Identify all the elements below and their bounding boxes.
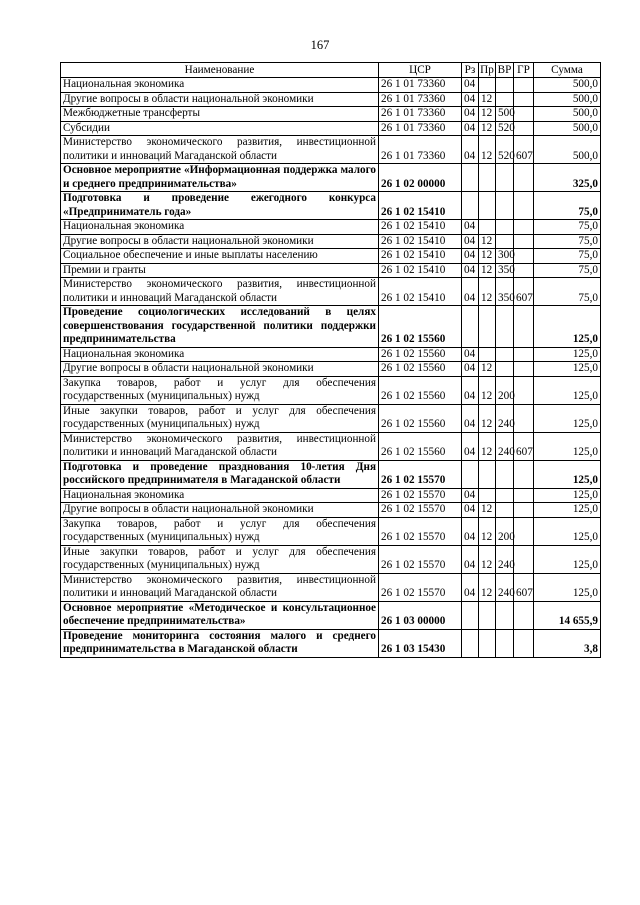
cell-sum: 75,0: [534, 263, 601, 278]
cell-csr: 26 1 02 15560: [379, 306, 462, 348]
cell-csr: 26 1 02 15410: [379, 220, 462, 235]
cell-vr: [496, 92, 514, 107]
header-sum: Сумма: [534, 63, 601, 78]
cell-rz: 04: [462, 362, 479, 377]
cell-pr: 12: [479, 234, 496, 249]
cell-csr: 26 1 03 15430: [379, 629, 462, 657]
cell-vr: 240: [496, 573, 514, 601]
cell-vr: [496, 362, 514, 377]
budget-table: [60, 62, 601, 658]
table-row: [61, 362, 601, 377]
cell-name: Иные закупки товаров, работ и услуг для обеспечения государственных (муниципальных) нужд: [61, 404, 379, 432]
cell-gr: [514, 220, 534, 235]
cell-csr: 26 1 02 15410: [379, 278, 462, 306]
cell-name: Другие вопросы в области национальной экономики: [61, 503, 379, 518]
cell-sum: 125,0: [534, 376, 601, 404]
cell-vr: 240: [496, 545, 514, 573]
table-row: [61, 92, 601, 107]
cell-pr: 12: [479, 573, 496, 601]
cell-rz: 04: [462, 404, 479, 432]
cell-pr: 12: [479, 278, 496, 306]
cell-pr: [479, 601, 496, 629]
cell-pr: 12: [479, 545, 496, 573]
table-row: [61, 263, 601, 278]
cell-sum: 125,0: [534, 517, 601, 545]
table-row-section: [61, 460, 601, 488]
cell-rz: [462, 306, 479, 348]
cell-sum: 75,0: [534, 234, 601, 249]
cell-sum: 500,0: [534, 121, 601, 136]
table-row: [61, 347, 601, 362]
cell-rz: 04: [462, 347, 479, 362]
cell-sum: 75,0: [534, 249, 601, 264]
cell-name: Министерство экономического развития, инвестиционной политики и инноваций Магаданской области: [61, 573, 379, 601]
cell-csr: 26 1 01 73360: [379, 107, 462, 122]
cell-vr: [496, 234, 514, 249]
cell-csr: 26 1 02 00000: [379, 164, 462, 192]
cell-name: Иные закупки товаров, работ и услуг для обеспечения государственных (муниципальных) нужд: [61, 545, 379, 573]
cell-vr: 500: [496, 107, 514, 122]
cell-gr: 607: [514, 432, 534, 460]
cell-rz: 04: [462, 249, 479, 264]
cell-pr: 12: [479, 362, 496, 377]
table-row-section: [61, 192, 601, 220]
cell-rz: [462, 460, 479, 488]
cell-sum: 500,0: [534, 92, 601, 107]
header-csr: ЦСР: [379, 63, 462, 78]
cell-sum: 75,0: [534, 278, 601, 306]
table-row: [61, 234, 601, 249]
cell-csr: 26 1 02 15410: [379, 234, 462, 249]
cell-name: Министерство экономического развития, инвестиционной политики и инноваций Магаданской области: [61, 278, 379, 306]
cell-sum: 125,0: [534, 573, 601, 601]
cell-rz: 04: [462, 517, 479, 545]
cell-csr: 26 1 02 15410: [379, 192, 462, 220]
cell-pr: 12: [479, 376, 496, 404]
cell-name: Межбюджетные трансферты: [61, 107, 379, 122]
cell-sum: 75,0: [534, 220, 601, 235]
cell-csr: 26 1 02 15570: [379, 460, 462, 488]
table-row: [61, 220, 601, 235]
cell-vr: 350: [496, 278, 514, 306]
cell-vr: 520: [496, 136, 514, 164]
cell-csr: 26 1 02 15410: [379, 249, 462, 264]
cell-gr: [514, 78, 534, 93]
cell-vr: 350: [496, 263, 514, 278]
cell-vr: 300: [496, 249, 514, 264]
cell-sum: 125,0: [534, 460, 601, 488]
cell-pr: [479, 78, 496, 93]
cell-csr: 26 1 02 15410: [379, 263, 462, 278]
cell-pr: [479, 629, 496, 657]
cell-csr: 26 1 02 15560: [379, 376, 462, 404]
cell-csr: 26 1 02 15570: [379, 503, 462, 518]
cell-sum: 500,0: [534, 107, 601, 122]
cell-sum: 125,0: [534, 488, 601, 503]
cell-gr: 607: [514, 136, 534, 164]
header-row: [61, 63, 601, 78]
cell-rz: 04: [462, 376, 479, 404]
cell-name: Министерство экономического развития, инвестиционной политики и инноваций Магаданской области: [61, 136, 379, 164]
cell-name: Подготовка и проведение празднования 10-летия Дня российского предпринимателя в Магаданской области: [61, 460, 379, 488]
cell-rz: 04: [462, 573, 479, 601]
table-row-section: [61, 601, 601, 629]
cell-rz: 04: [462, 545, 479, 573]
cell-csr: 26 1 01 73360: [379, 136, 462, 164]
cell-gr: [514, 362, 534, 377]
cell-gr: [514, 249, 534, 264]
table-row: [61, 78, 601, 93]
table-row: [61, 278, 601, 306]
cell-csr: 26 1 02 15560: [379, 347, 462, 362]
cell-gr: 607: [514, 278, 534, 306]
cell-name: Закупка товаров, работ и услуг для обеспечения государственных (муниципальных) нужд: [61, 517, 379, 545]
cell-csr: 26 1 02 15570: [379, 545, 462, 573]
table-row: [61, 545, 601, 573]
table-row: [61, 376, 601, 404]
cell-vr: [496, 503, 514, 518]
cell-rz: 04: [462, 78, 479, 93]
cell-rz: 04: [462, 136, 479, 164]
cell-gr: [514, 488, 534, 503]
cell-pr: 12: [479, 517, 496, 545]
cell-name: Проведение социологических исследований в целях совершенствования государственной политики поддержки предпринимательства: [61, 306, 379, 348]
cell-rz: 04: [462, 263, 479, 278]
cell-pr: 12: [479, 249, 496, 264]
cell-gr: [514, 107, 534, 122]
cell-gr: [514, 92, 534, 107]
cell-rz: 04: [462, 92, 479, 107]
cell-gr: [514, 192, 534, 220]
cell-name: Основное мероприятие «Методическое и консультационное обеспечение предпринимательства»: [61, 601, 379, 629]
table-row: [61, 136, 601, 164]
cell-pr: [479, 164, 496, 192]
cell-name: Национальная экономика: [61, 220, 379, 235]
header-pr: Пр: [480, 63, 494, 76]
cell-rz: 04: [462, 107, 479, 122]
header-vr: ВР: [496, 63, 514, 78]
cell-gr: [514, 517, 534, 545]
cell-csr: 26 1 03 00000: [379, 601, 462, 629]
header-rz: Рз: [462, 63, 479, 78]
cell-gr: 607: [514, 573, 534, 601]
cell-gr: [514, 121, 534, 136]
cell-vr: 240: [496, 404, 514, 432]
table-row: [61, 121, 601, 136]
cell-rz: [462, 601, 479, 629]
cell-gr: [514, 263, 534, 278]
table-row: [61, 573, 601, 601]
cell-csr: 26 1 02 15560: [379, 404, 462, 432]
cell-gr: [514, 601, 534, 629]
table-header: [61, 63, 601, 78]
cell-name: Национальная экономика: [61, 488, 379, 503]
cell-vr: [496, 220, 514, 235]
cell-sum: 125,0: [534, 306, 601, 348]
cell-name: Подготовка и проведение ежегодного конкурса «Предприниматель года»: [61, 192, 379, 220]
cell-pr: 12: [479, 503, 496, 518]
table-row: [61, 517, 601, 545]
table-row: [61, 488, 601, 503]
header-name: Наименование: [61, 63, 379, 78]
cell-gr: [514, 545, 534, 573]
cell-csr: 26 1 02 15570: [379, 573, 462, 601]
cell-name: Основное мероприятие «Информационная поддержка малого и среднего предпринимательства»: [61, 164, 379, 192]
page-number: 167: [310, 38, 330, 52]
cell-vr: [496, 601, 514, 629]
cell-name: Национальная экономика: [61, 347, 379, 362]
cell-vr: 520: [496, 121, 514, 136]
cell-csr: 26 1 01 73360: [379, 78, 462, 93]
cell-csr: 26 1 02 15570: [379, 488, 462, 503]
cell-rz: 04: [462, 503, 479, 518]
cell-gr: [514, 376, 534, 404]
cell-sum: 500,0: [534, 78, 601, 93]
table-body: [61, 78, 601, 658]
cell-sum: 14 655,9: [534, 601, 601, 629]
cell-csr: 26 1 02 15570: [379, 517, 462, 545]
cell-gr: [514, 347, 534, 362]
cell-sum: 325,0: [534, 164, 601, 192]
cell-rz: [462, 629, 479, 657]
cell-rz: 04: [462, 432, 479, 460]
cell-gr: [514, 460, 534, 488]
cell-csr: 26 1 01 73360: [379, 121, 462, 136]
cell-pr: [479, 306, 496, 348]
cell-rz: 04: [462, 278, 479, 306]
cell-vr: [496, 488, 514, 503]
cell-gr: [514, 234, 534, 249]
table-row-section: [61, 306, 601, 348]
table-row: [61, 404, 601, 432]
header-gr: ГР: [514, 63, 534, 78]
cell-vr: [496, 78, 514, 93]
cell-name: Национальная экономика: [61, 78, 379, 93]
cell-vr: [496, 164, 514, 192]
cell-pr: [479, 488, 496, 503]
cell-name: Проведение мониторинга состояния малого и среднего предпринимательства в Магаданской области: [61, 629, 379, 657]
cell-rz: 04: [462, 488, 479, 503]
cell-name: Другие вопросы в области национальной экономики: [61, 92, 379, 107]
cell-pr: 12: [479, 136, 496, 164]
cell-pr: 12: [479, 107, 496, 122]
cell-pr: 12: [479, 92, 496, 107]
cell-gr: [514, 404, 534, 432]
cell-vr: 240: [496, 432, 514, 460]
cell-rz: [462, 164, 479, 192]
cell-sum: 500,0: [534, 136, 601, 164]
cell-vr: [496, 460, 514, 488]
cell-pr: [479, 460, 496, 488]
cell-sum: 125,0: [534, 432, 601, 460]
cell-sum: 125,0: [534, 362, 601, 377]
cell-name: Министерство экономического развития, инвестиционной политики и инноваций Магаданской области: [61, 432, 379, 460]
cell-name: Закупка товаров, работ и услуг для обеспечения государственных (муниципальных) нужд: [61, 376, 379, 404]
cell-pr: 12: [479, 404, 496, 432]
cell-vr: 200: [496, 517, 514, 545]
cell-gr: [514, 164, 534, 192]
cell-vr: [496, 347, 514, 362]
cell-vr: [496, 192, 514, 220]
cell-pr: [479, 347, 496, 362]
cell-sum: 3,8: [534, 629, 601, 657]
cell-sum: 125,0: [534, 404, 601, 432]
cell-rz: [462, 192, 479, 220]
cell-gr: [514, 503, 534, 518]
table-row: [61, 249, 601, 264]
cell-name: Премии и гранты: [61, 263, 379, 278]
cell-csr: 26 1 02 15560: [379, 362, 462, 377]
cell-name: Субсидии: [61, 121, 379, 136]
cell-sum: 125,0: [534, 545, 601, 573]
cell-pr: 12: [479, 121, 496, 136]
table-row: [61, 432, 601, 460]
cell-vr: [496, 629, 514, 657]
cell-csr: 26 1 01 73360: [379, 92, 462, 107]
cell-csr: 26 1 02 15560: [379, 432, 462, 460]
table-row-section: [61, 164, 601, 192]
cell-pr: [479, 192, 496, 220]
cell-gr: [514, 629, 534, 657]
table-row-section: [61, 629, 601, 657]
cell-rz: 04: [462, 121, 479, 136]
cell-sum: 125,0: [534, 503, 601, 518]
cell-sum: 125,0: [534, 347, 601, 362]
table-row: [61, 503, 601, 518]
cell-sum: 75,0: [534, 192, 601, 220]
cell-name: Другие вопросы в области национальной экономики: [61, 362, 379, 377]
cell-vr: [496, 306, 514, 348]
cell-pr: 12: [479, 432, 496, 460]
cell-pr: [479, 220, 496, 235]
table-row: [61, 107, 601, 122]
cell-name: Другие вопросы в области национальной экономики: [61, 234, 379, 249]
cell-vr: 200: [496, 376, 514, 404]
cell-name: Социальное обеспечение и иные выплаты населению: [61, 249, 379, 264]
cell-rz: 04: [462, 220, 479, 235]
cell-gr: [514, 306, 534, 348]
cell-pr: 12: [479, 263, 496, 278]
cell-rz: 04: [462, 234, 479, 249]
